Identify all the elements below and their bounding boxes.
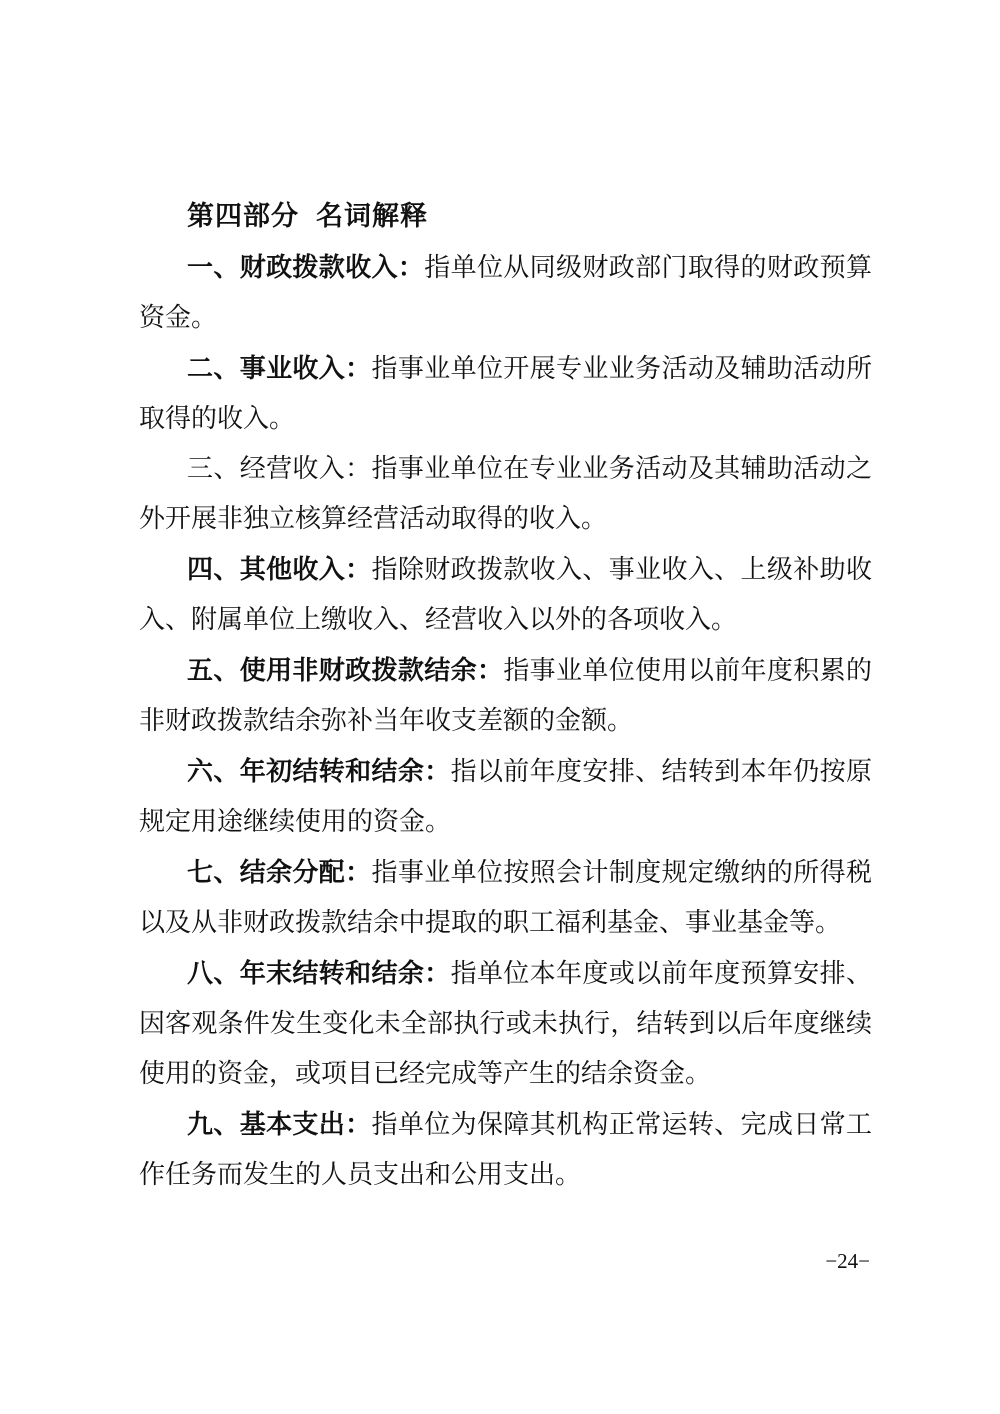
- glossary-definition: 指事业单位使用以前年度积累的非财政拨款结余弥补当年收支差额的金额。: [139, 656, 872, 735]
- glossary-item-1: [139, 242, 872, 343]
- glossary-term: 二、事业收入：: [187, 353, 372, 383]
- glossary-term: 九、基本支出：: [187, 1109, 372, 1139]
- glossary-definition: 指事业单位按照会计制度规定缴纳的所得税以及从非财政拨款结余中提取的职工福利基金、事业基金等。: [139, 858, 872, 937]
- glossary-definition: 指除财政拨款收入、事业收入、上级补助收入、附属单位上缴收入、经营收入以外的各项收入。: [139, 555, 872, 634]
- glossary-item-7: [139, 847, 872, 948]
- glossary-term: 三、经营收入：: [187, 454, 372, 483]
- page-number: −24−: [825, 1249, 870, 1273]
- glossary-definition: 指单位本年度或以前年度预算安排、因客观条件发生变化未全部执行或未执行，结转到以后年度继续使用的资金，或项目已经完成等产生的结余资金。: [139, 959, 872, 1088]
- glossary-item-2: [139, 343, 872, 444]
- glossary-definition: 指事业单位开展专业业务活动及辅助活动所取得的收入。: [139, 354, 872, 433]
- glossary-term: 四、其他收入：: [187, 554, 372, 584]
- glossary-term: 七、结余分配：: [187, 857, 372, 887]
- glossary-term: 八、年末结转和结余：: [187, 958, 451, 988]
- glossary-item-3: [139, 444, 872, 544]
- glossary-definition: 指单位为保障其机构正常运转、完成日常工作任务而发生的人员支出和公用支出。: [139, 1110, 872, 1189]
- glossary-item-8: [139, 948, 872, 1099]
- document-content: [139, 190, 872, 1200]
- glossary-term: 一、财政拨款收入：: [187, 252, 425, 282]
- glossary-term: 六、年初结转和结余：: [187, 756, 451, 786]
- glossary-item-4: [139, 544, 872, 645]
- glossary-item-5: [139, 645, 872, 746]
- glossary-term: 五、使用非财政拨款结余：: [187, 655, 504, 685]
- glossary-item-6: [139, 746, 872, 847]
- glossary-definition: 指以前年度安排、结转到本年仍按原规定用途继续使用的资金。: [139, 757, 872, 836]
- glossary-item-9: [139, 1099, 872, 1200]
- glossary-definition: 指单位从同级财政部门取得的财政预算资金。: [139, 253, 872, 332]
- page-title: 第四部分 名词解释: [187, 201, 429, 231]
- glossary-definition: 指事业单位在专业业务活动及其辅助活动之外开展非独立核算经营活动取得的收入。: [139, 454, 872, 533]
